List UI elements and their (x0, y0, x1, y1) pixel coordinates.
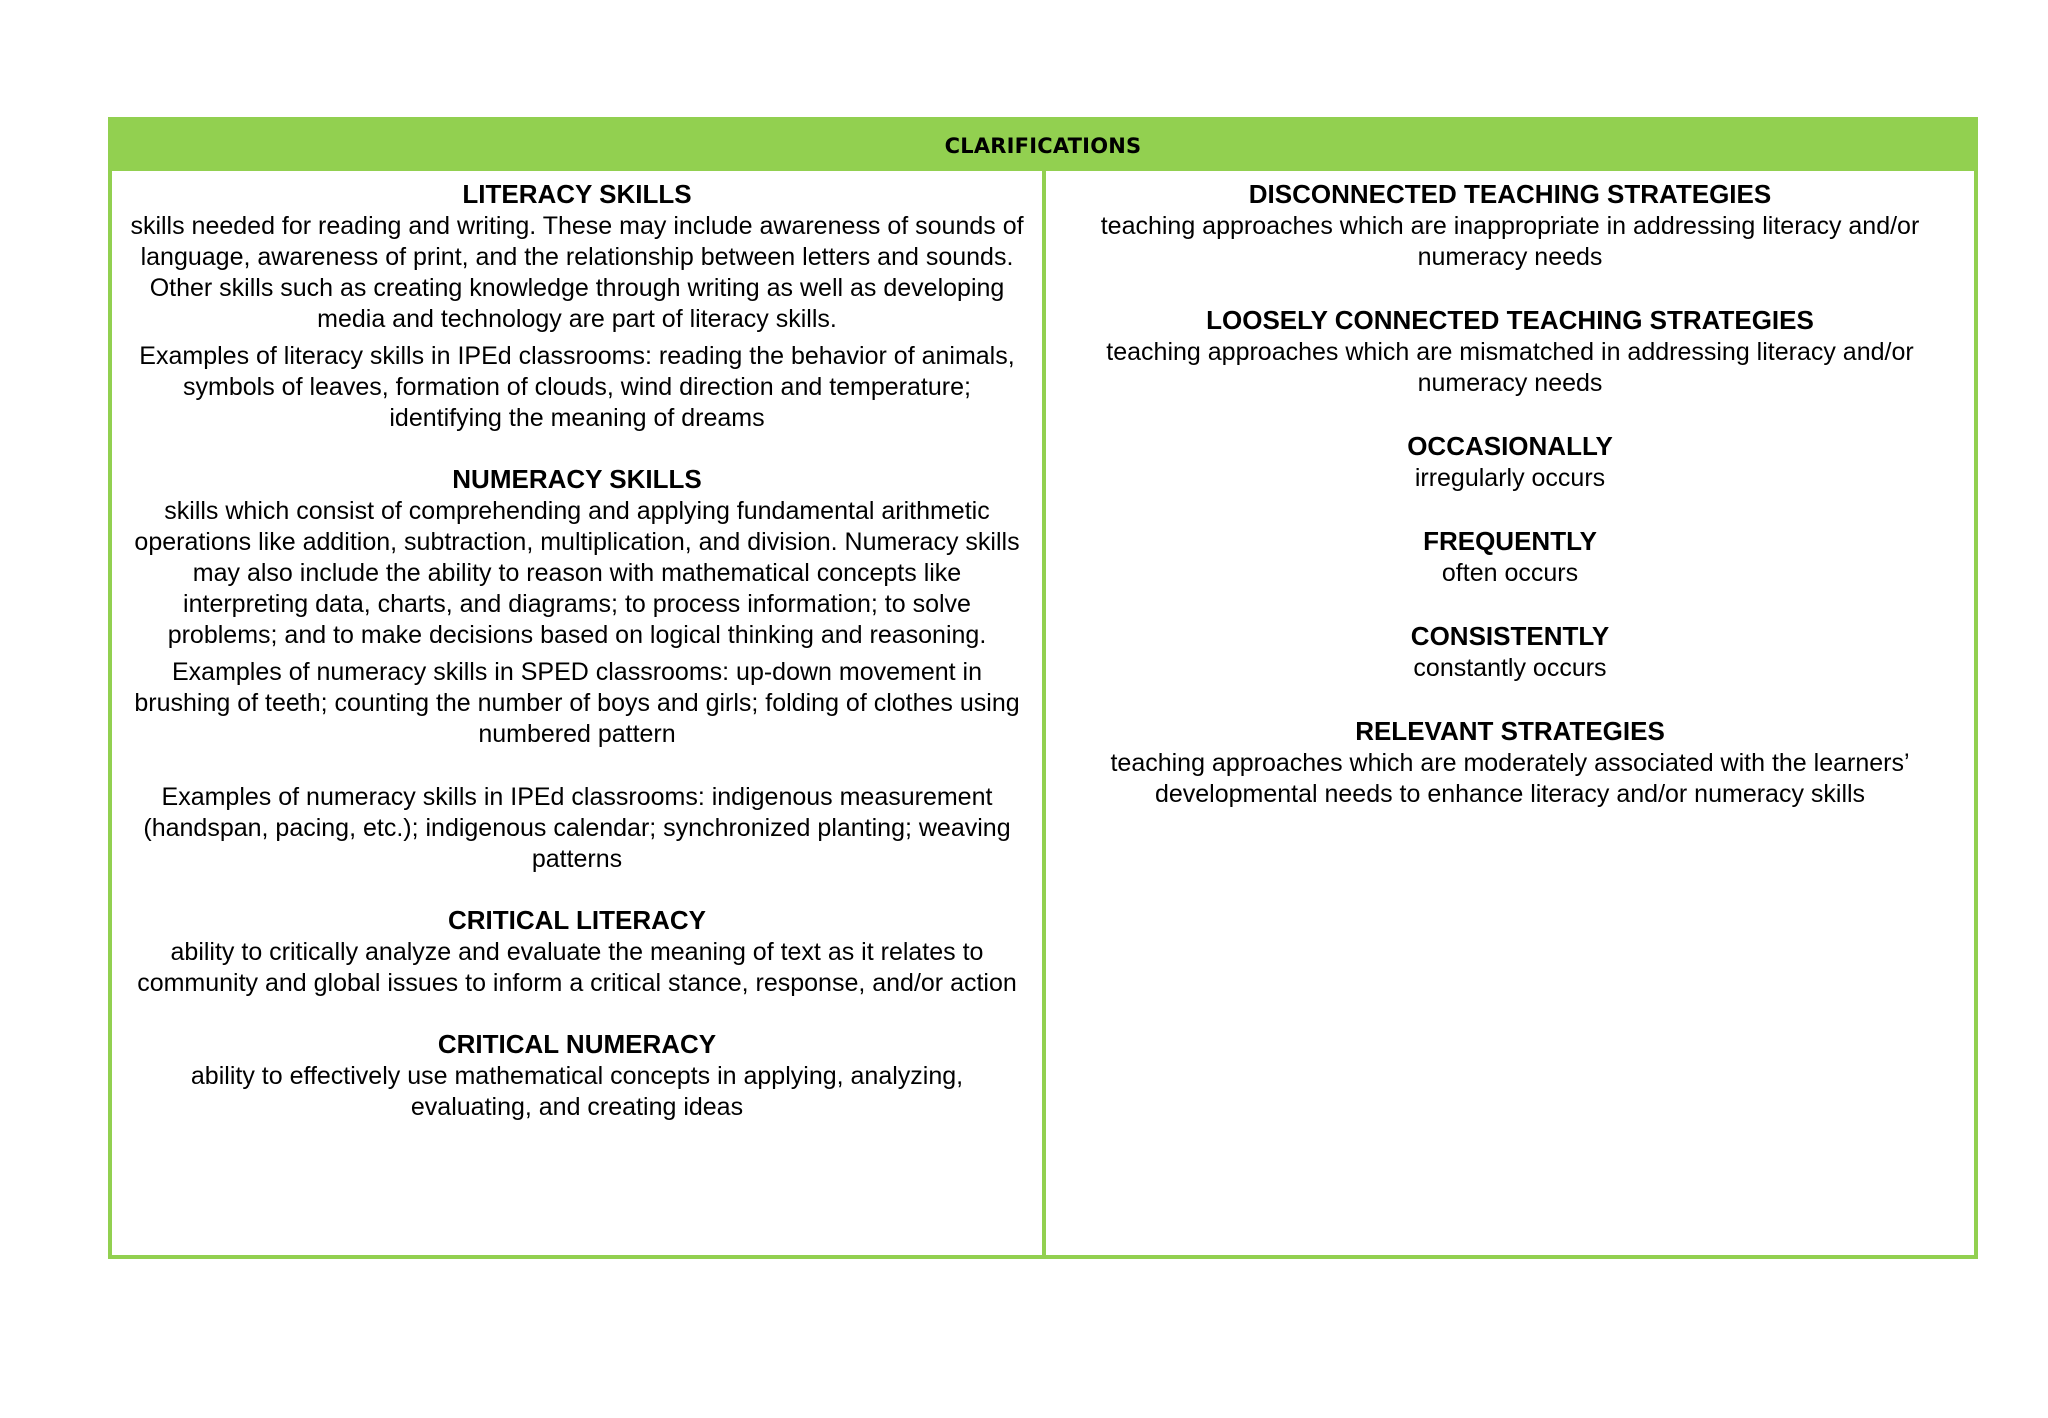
entry-critical-literacy (128, 903, 1026, 999)
definition-numeracy-skills: skills which consist of comprehending and applying fundamental arithmetic operations like addition, subtraction, multiplication, and division. Numeracy skills may also include the ability to reason with mathematical concepts like interpreting data, charts, and diagrams; to process information; to solve problems; and to make decisions based on logical thinking and reasoning. (134, 497, 1020, 649)
entry-frequently (1062, 524, 1958, 589)
entry-disconnected-strategies (1062, 177, 1958, 273)
examples-literacy-iped: Examples of literacy skills in IPEd classrooms: reading the behavior of animals, symbols of leaves, formation of clouds, wind direction and temperature; identifying the meaning of dreams (139, 342, 1015, 432)
definition-frequently: often occurs (1441, 559, 1579, 587)
definition-critical-literacy: ability to critically analyze and evaluate the meaning of text as it relates to community and global issues to inform a critical stance, response, and/or action (137, 938, 1017, 997)
clarifications-table (108, 117, 1978, 1259)
examples-numeracy-iped: Examples of numeracy skills in IPEd classrooms: indigenous measurement (handspan, pacing, etc.); indigenous calendar; synchronized planting; weaving patterns (143, 783, 1011, 873)
definition-occasionally: irregularly occurs (1414, 464, 1606, 492)
right-column (1046, 171, 1974, 1255)
entry-numeracy-skills (128, 462, 1026, 875)
table-header (112, 121, 1974, 171)
entry-literacy-skills (128, 177, 1026, 434)
definition-consistently: constantly occurs (1413, 654, 1607, 682)
definition-loosely-connected-strategies: teaching approaches which are mismatched in addressing literacy and/or numeracy needs (1106, 338, 1914, 397)
term-frequently: FREQUENTLY (1423, 526, 1597, 556)
entry-relevant-strategies (1062, 714, 1958, 810)
term-critical-literacy: CRITICAL LITERACY (447, 905, 707, 935)
definition-literacy-skills: skills needed for reading and writing. These may include awareness of sounds of language, awareness of print, and the relationship between letters and sounds. Other skills such as creating knowledge through writing as well as developing media and technology are part of literacy skills. (130, 212, 1024, 333)
entry-consistently (1062, 619, 1958, 684)
term-numeracy-skills: NUMERACY SKILLS (452, 464, 702, 494)
definition-disconnected-strategies: teaching approaches which are inappropriate in addressing literacy and/or numeracy needs (1100, 212, 1920, 271)
term-occasionally: OCCASIONALLY (1407, 431, 1613, 461)
entry-loosely-connected-strategies (1062, 303, 1958, 399)
definition-critical-numeracy: ability to effectively use mathematical concepts in applying, analyzing, evaluating, and creating ideas (190, 1062, 964, 1121)
examples-numeracy-sped: Examples of numeracy skills in SPED classrooms: up-down movement in brushing of teeth; counting the number of boys and girls; folding of clothes using numbered pattern (134, 658, 1020, 748)
term-consistently: CONSISTENTLY (1410, 621, 1610, 651)
term-relevant-strategies: RELEVANT STRATEGIES (1355, 716, 1665, 746)
table-body (112, 171, 1974, 1255)
header-title: CLARIFICATIONS (944, 134, 1142, 158)
term-literacy-skills: LITERACY SKILLS (462, 179, 692, 209)
definition-relevant-strategies: teaching approaches which are moderately associated with the learners’ developmental needs to enhance literacy and/or numeracy skills (1110, 749, 1910, 808)
entry-critical-numeracy (128, 1027, 1026, 1123)
term-critical-numeracy: CRITICAL NUMERACY (437, 1029, 717, 1059)
entry-occasionally (1062, 429, 1958, 494)
left-column (112, 171, 1046, 1255)
term-disconnected-strategies: DISCONNECTED TEACHING STRATEGIES (1248, 179, 1772, 209)
term-loosely-connected-strategies: LOOSELY CONNECTED TEACHING STRATEGIES (1206, 305, 1814, 335)
